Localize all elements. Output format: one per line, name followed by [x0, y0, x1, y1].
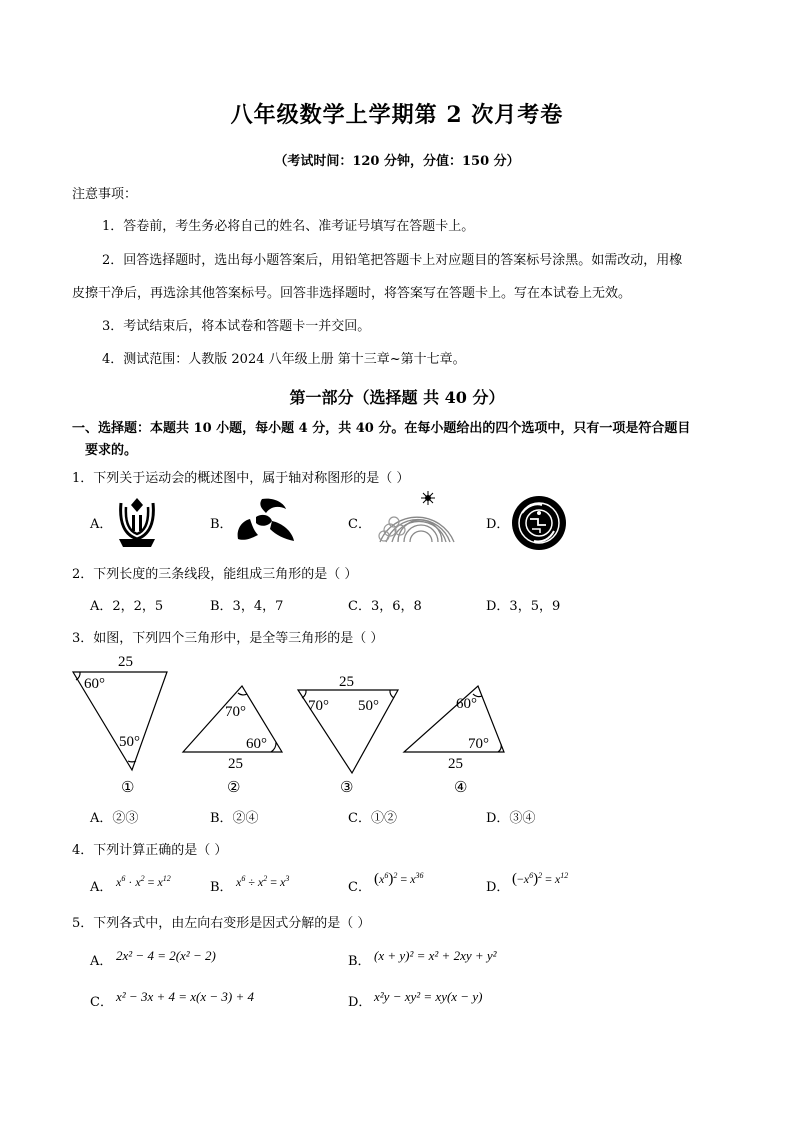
tri4-angle: 70°: [468, 736, 489, 752]
q5-option-b-expr: (x + y)² = x² + 2xy + y²: [374, 948, 497, 963]
notice-item: 2．回答选择题时，选出每小题答案后，用铅笔把答题卡上对应题目的答案标号涂黑。如需改动，用橡: [102, 253, 683, 268]
emblem-c-icon: [370, 490, 458, 548]
notice-item: 4．测试范围：人教版 2024 八年级上册 第十三章~第十七章。: [102, 352, 466, 367]
tri2-side: 25: [228, 756, 243, 772]
tri3-angle: 50°: [358, 698, 379, 714]
q1-option-label: D．: [486, 517, 510, 532]
q3-option-a: A．②③: [90, 811, 139, 826]
tri1-side: 25: [118, 654, 133, 670]
exam-subtitle: （考试时间：120 分钟，分值：150 分）: [274, 154, 520, 169]
q2-stem: 2．下列长度的三条线段，能组成三角形的是（ ）: [72, 567, 358, 582]
q1-option-label: A．: [90, 517, 113, 532]
q5-option-label: D．: [348, 995, 372, 1010]
q3-option-d: D．③④: [486, 811, 536, 826]
tri1-number: ①: [121, 780, 135, 796]
q5-stem: 5．下列各式中，由左向右变形是因式分解的是（ ）: [72, 916, 371, 931]
q1-option-label: B．: [210, 517, 233, 532]
part1-intro: 要求的。: [85, 443, 138, 458]
tri4-side: 25: [448, 756, 463, 772]
exam-title: 八年级数学上学期第 2 次月考卷: [230, 102, 564, 128]
part1-intro: 一、选择题：本题共 10 小题，每小题 4 分，共 40 分。在每小题给出的四个选项中，只有一项是符合题目: [72, 421, 691, 436]
tri2-angle: 60°: [246, 736, 267, 752]
notice-heading: 注意事项：: [72, 187, 138, 202]
emblem-d-icon: [510, 495, 568, 551]
emblem-a-icon: [115, 495, 160, 550]
q1-option-label: C．: [348, 517, 371, 532]
q5-option-label: B．: [348, 954, 371, 969]
q3-option-c: C．①②: [348, 811, 397, 826]
q2-option-c: C．3，6，8: [348, 599, 422, 614]
q4-stem: 4．下列计算正确的是（ ）: [72, 843, 228, 858]
triangle-4: [404, 686, 504, 752]
q4-option-label: B．: [210, 880, 233, 895]
q5-option-a-expr: 2x² − 4 = 2(x² − 2): [116, 948, 216, 963]
tri3-number: ③: [340, 780, 354, 796]
tri4-angle: 60°: [456, 696, 477, 712]
q5-option-label: C．: [90, 995, 113, 1010]
emblem-b-icon: [232, 495, 300, 545]
tri1-angle: 50°: [119, 734, 140, 750]
q3-option-b: B．②④: [210, 811, 259, 826]
tri3-angle: 70°: [308, 698, 329, 714]
q4-option-d-expr: $(-x^6)^2 = x^{12}$: [512, 871, 569, 887]
q4-option-c-expr: $(x^6)^2 = x^{36}$: [374, 871, 424, 887]
tri3-side: 25: [339, 674, 354, 690]
tri2-angle: 70°: [225, 704, 246, 720]
notice-item: 1．答卷前，考生务必将自己的姓名、准考证号填写在答题卡上。: [102, 219, 475, 234]
q2-option-d: D．3，5，9: [486, 599, 561, 614]
q4-option-b-expr: $x^6 \div x^2 = x^3$: [236, 874, 290, 889]
q2-option-a: A．2，2，5: [90, 599, 164, 614]
q1-stem: 1．下列关于运动会的概述图中，属于轴对称图形的是（ ）: [72, 471, 410, 486]
q4-option-a-expr: $x^6 \cdot x^2 = x^{12}$: [116, 874, 171, 889]
q4-option-label: D．: [486, 880, 510, 895]
q5-option-d-expr: x²y − xy² = xy(x − y): [374, 989, 483, 1004]
notice-item: 皮擦干净后，再选涂其他答案标号。回答非选择题时，将答案写在答题卡上。写在本试卷上无效。: [72, 286, 632, 301]
q5-option-c-expr: x² − 3x + 4 = x(x − 3) + 4: [116, 989, 254, 1004]
q2-option-b: B．3，4，7: [210, 599, 284, 614]
tri1-angle: 60°: [84, 676, 105, 692]
q4-option-label: C．: [348, 880, 371, 895]
q5-option-label: A．: [90, 954, 113, 969]
q3-stem: 3．如图，下列四个三角形中，是全等三角形的是（ ）: [72, 631, 384, 646]
tri4-number: ④: [454, 780, 468, 796]
q4-option-label: A．: [90, 880, 113, 895]
tri2-number: ②: [227, 780, 241, 796]
triangles-figure: [60, 648, 520, 798]
section-title: 第一部分（选择题 共 40 分）: [289, 388, 505, 407]
notice-item: 3．考试结束后，将本试卷和答题卡一并交回。: [102, 319, 371, 334]
